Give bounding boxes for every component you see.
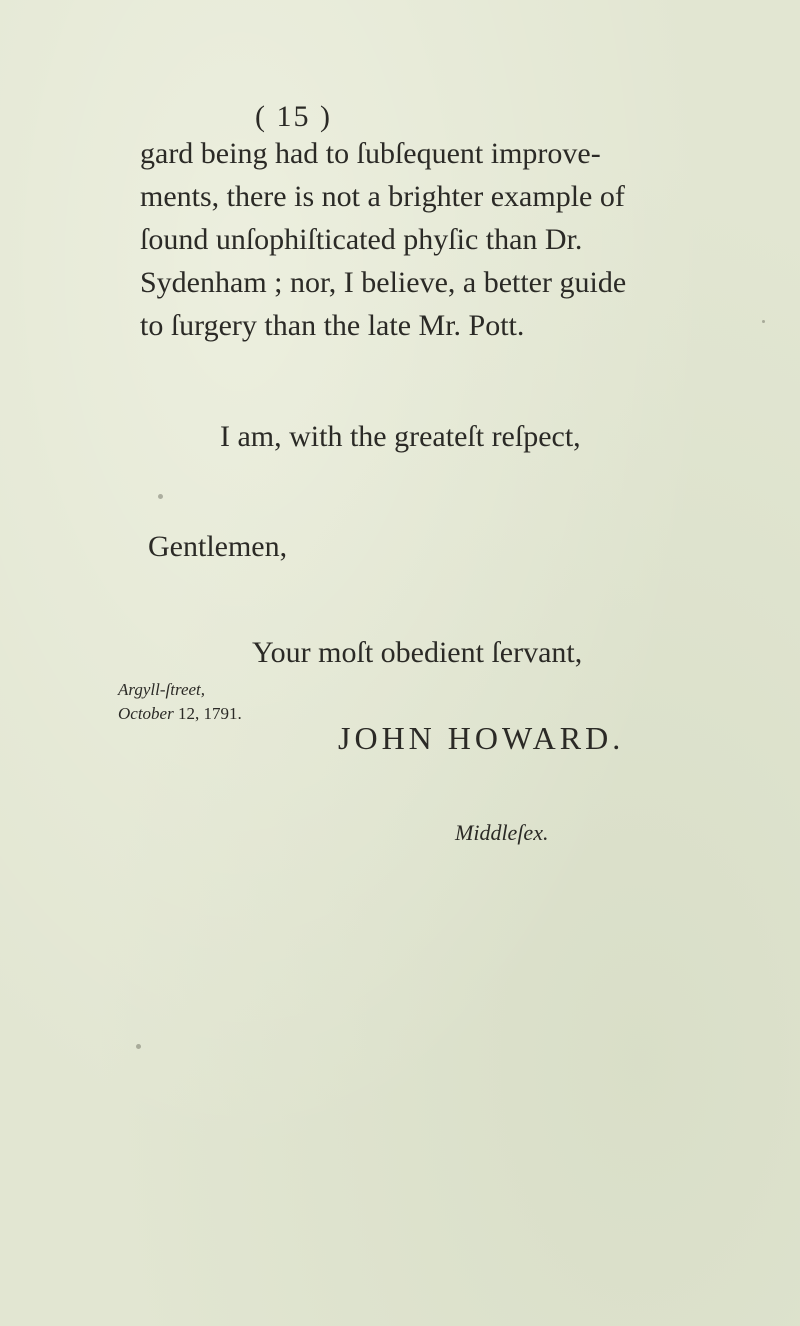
signoff-line: Your moſt obedient ſervant, <box>252 636 583 669</box>
page-number: ( 15 ) <box>255 100 332 133</box>
paper-speck <box>762 320 765 323</box>
paper-speck <box>136 1044 141 1049</box>
paragraph-line: ments, there is not a brighter example of <box>140 180 625 213</box>
date-month: October <box>118 704 174 723</box>
closing-line: I am, with the greateſt reſpect, <box>220 420 581 453</box>
paragraph-line: gard being had to ſubſequent improve- <box>140 137 601 170</box>
county-line: Middleſex. <box>455 820 549 845</box>
body-paragraph <box>140 132 740 347</box>
paragraph-line: ſound unſophiſticated phyſic than Dr. <box>140 223 583 256</box>
date-line <box>118 704 242 724</box>
paper-speck <box>158 494 163 499</box>
date-rest: 12, 1791. <box>173 704 242 723</box>
paragraph-line: Sydenham ; nor, I believe, a better guide <box>140 266 627 299</box>
salutation: Gentlemen, <box>148 530 288 563</box>
place-line: Argyll-ſtreet, <box>118 680 206 699</box>
paragraph-line: to ſurgery than the late Mr. Pott. <box>140 309 525 342</box>
signature: JOHN HOWARD. <box>338 720 625 756</box>
